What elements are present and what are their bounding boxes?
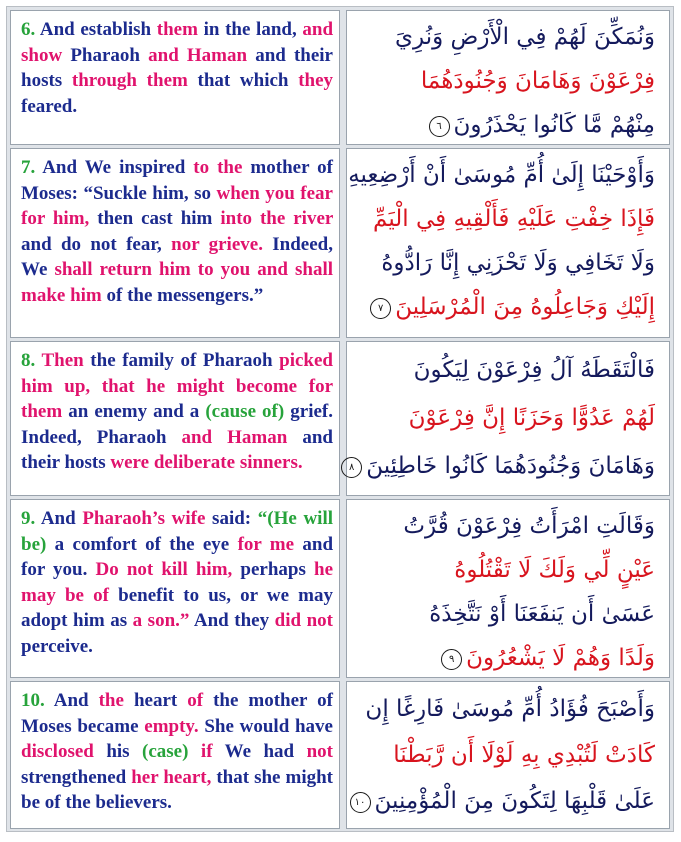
- verse-row-9: [10, 499, 670, 678]
- verse-row-6: [10, 10, 670, 145]
- translation-segment: Pharaoh’s wife: [82, 508, 206, 529]
- translation-segment: a son.”: [132, 610, 190, 632]
- translation-segment: grief. Indeed, Pharaoh: [21, 401, 333, 448]
- arabic-line: إِلَيْكِ وَجَاعِلُوهُ مِنَ الْمُرْسَلِينَ: [395, 294, 655, 320]
- arabic-line: كَادَتْ لَتُبْدِي بِهِ لَوْلَا أَن رَّبَطْنَا: [393, 742, 655, 768]
- translation-segment: he may be of: [21, 559, 333, 606]
- translation-segment: empty.: [144, 715, 199, 737]
- translation-segment: they: [298, 70, 334, 92]
- translation-segment: We had: [212, 741, 307, 763]
- translation-segment: benefit to us, or we may adopt him as: [21, 584, 333, 632]
- translation-segment: Do not kill him,: [95, 559, 233, 581]
- ayah-number-marker: ٦: [429, 116, 450, 137]
- english-translation: [10, 499, 340, 678]
- translation-segment: that which: [187, 70, 299, 92]
- verse-row-8: [10, 341, 670, 496]
- arabic-line: مِنْهُمْ مَّا كَانُوا يَحْذَرُونَ: [453, 112, 655, 138]
- translation-segment: shall return him to you and shall make him: [21, 259, 333, 306]
- translation-segment: his: [93, 741, 143, 763]
- translation-segment: And: [35, 508, 83, 529]
- ayah-number-marker: ٨: [341, 457, 362, 478]
- translation-segment: and show: [21, 19, 334, 66]
- arabic-line: وَنُمَكِّنَ لَهُمْ فِي الْأَرْضِ وَنُرِيَ: [395, 24, 655, 50]
- translation-segment: if: [188, 741, 213, 763]
- translation-segment: (case): [142, 741, 189, 763]
- arabic-text: [346, 681, 670, 829]
- arabic-text: [346, 499, 670, 678]
- translation-segment: and for you.: [21, 533, 334, 581]
- translation-segment: then cast him: [89, 208, 221, 230]
- translation-segment: Indeed, We: [21, 233, 333, 281]
- arabic-text: [346, 148, 670, 338]
- translation-segment: of: [187, 690, 204, 711]
- ayah-number-marker: ٩: [441, 649, 462, 670]
- translation-segment: of the messengers.”: [101, 284, 264, 306]
- translation-segment: did not: [274, 610, 333, 632]
- translation-segment: disclosed: [21, 741, 94, 763]
- translation-segment: And they: [189, 610, 275, 632]
- arabic-line: وَأَصْبَحَ فُؤَادُ أُمِّ مُوسَىٰ فَارِغًا إِن: [365, 696, 655, 722]
- verse-row-10: [10, 681, 670, 829]
- translation-segment: And establish: [35, 19, 157, 40]
- translation-segment: that she might be of the believers.: [21, 766, 333, 814]
- translation-segment: into the river: [220, 208, 333, 230]
- english-translation: [10, 148, 340, 338]
- verse-number: 9.: [21, 508, 36, 529]
- translation-segment: perceive.: [21, 635, 93, 657]
- arabic-line: فَالْتَقَطَهُ آلُ فِرْعَوْنَ لِيَكُونَ: [413, 357, 655, 383]
- translation-segment: through them: [71, 70, 188, 92]
- translation-table: [6, 6, 674, 832]
- ayah-number-marker: ١٠: [350, 792, 371, 813]
- verse-number: 8.: [21, 350, 36, 371]
- arabic-line: فَإِذَا خِفْتِ عَلَيْهِ فَأَلْقِيهِ فِي الْيَمِّ: [373, 206, 655, 232]
- translation-segment: And: [44, 690, 99, 711]
- translation-segment: and do not fear,: [21, 233, 172, 255]
- verse-row-7: [10, 148, 670, 338]
- verse-number: 6.: [21, 19, 36, 40]
- translation-segment: feared.: [21, 95, 78, 117]
- translation-segment: said:: [205, 508, 258, 529]
- translation-segment: the: [98, 690, 124, 711]
- translation-segment: were deliberate sinners.: [110, 452, 303, 474]
- translation-segment: strengthened: [21, 766, 132, 788]
- english-translation: [10, 681, 340, 829]
- translation-segment: She would have: [198, 715, 333, 737]
- translation-segment: the mother of Moses became: [21, 690, 333, 737]
- verse-number: 7.: [21, 157, 36, 178]
- english-translation: [10, 10, 340, 145]
- arabic-line: عَلَىٰ قَلْبِهَا لِتَكُونَ مِنَ الْمُؤْمِنِينَ: [374, 788, 655, 814]
- translation-segment: when you fear for him,: [21, 182, 333, 230]
- arabic-line: فِرْعَوْنَ وَهَامَانَ وَجُنُودَهُمَا: [420, 68, 655, 94]
- arabic-line: وَأَوْحَيْنَا إِلَىٰ أُمِّ مُوسَىٰ أَنْ أَرْضِعِيهِ: [348, 162, 655, 188]
- translation-segment: her heart,: [131, 766, 212, 788]
- arabic-line: وَلَا تَخَافِي وَلَا تَحْزَنِي إِنَّا رَادُّوهُ: [381, 250, 655, 276]
- translation-segment: in the land,: [197, 19, 303, 40]
- translation-segment: the family of Pharaoh: [83, 350, 280, 371]
- translation-segment: and their hosts: [21, 426, 334, 474]
- arabic-line: لَهُمْ عَدُوًّا وَحَزَنًا إِنَّ فِرْعَوْنَ: [408, 405, 655, 431]
- verse-number: 10.: [21, 690, 45, 711]
- arabic-text: [346, 10, 670, 145]
- arabic-line: عَيْنٍ لِّي وَلَكَ لَا تَقْتُلُوهُ: [454, 557, 655, 583]
- translation-segment: for me: [237, 533, 295, 555]
- translation-segment: Pharaoh: [62, 44, 149, 66]
- translation-segment: an enemy and a: [62, 401, 206, 423]
- arabic-line: عَسَىٰ أَن يَنفَعَنَا أَوْ نَتَّخِذَهُ: [429, 601, 655, 627]
- translation-segment: to the: [193, 157, 243, 178]
- translation-segment: not: [306, 741, 333, 763]
- arabic-line: وَهَامَانَ وَجُنُودَهُمَا كَانُوا خَاطِئِينَ: [366, 453, 655, 479]
- translation-segment: mother of Moses: “Suckle him, so: [21, 157, 333, 204]
- translation-segment: a comfort of the eye: [46, 533, 238, 555]
- translation-segment: them: [156, 19, 198, 40]
- translation-segment: Then: [35, 350, 84, 371]
- translation-segment: and Haman: [181, 426, 288, 448]
- translation-segment: “(He will be): [21, 508, 333, 555]
- translation-segment: perhaps: [232, 559, 314, 581]
- english-translation: [10, 341, 340, 496]
- arabic-line: وَلَدًا وَهُمْ لَا يَشْعُرُونَ: [466, 645, 655, 671]
- arabic-text: [346, 341, 670, 496]
- translation-segment: and Haman: [148, 44, 248, 66]
- translation-segment: heart: [123, 690, 188, 711]
- arabic-line: وَقَالَتِ امْرَأَتُ فِرْعَوْنَ قُرَّتُ: [403, 513, 655, 539]
- translation-segment: And We inspired: [35, 157, 194, 178]
- translation-segment: nor grieve.: [171, 233, 263, 255]
- translation-segment: picked him up, that he might become for them: [21, 350, 333, 423]
- translation-segment: (cause of): [205, 401, 285, 423]
- ayah-number-marker: ٧: [370, 298, 391, 319]
- translation-segment: and their hosts: [21, 44, 333, 92]
